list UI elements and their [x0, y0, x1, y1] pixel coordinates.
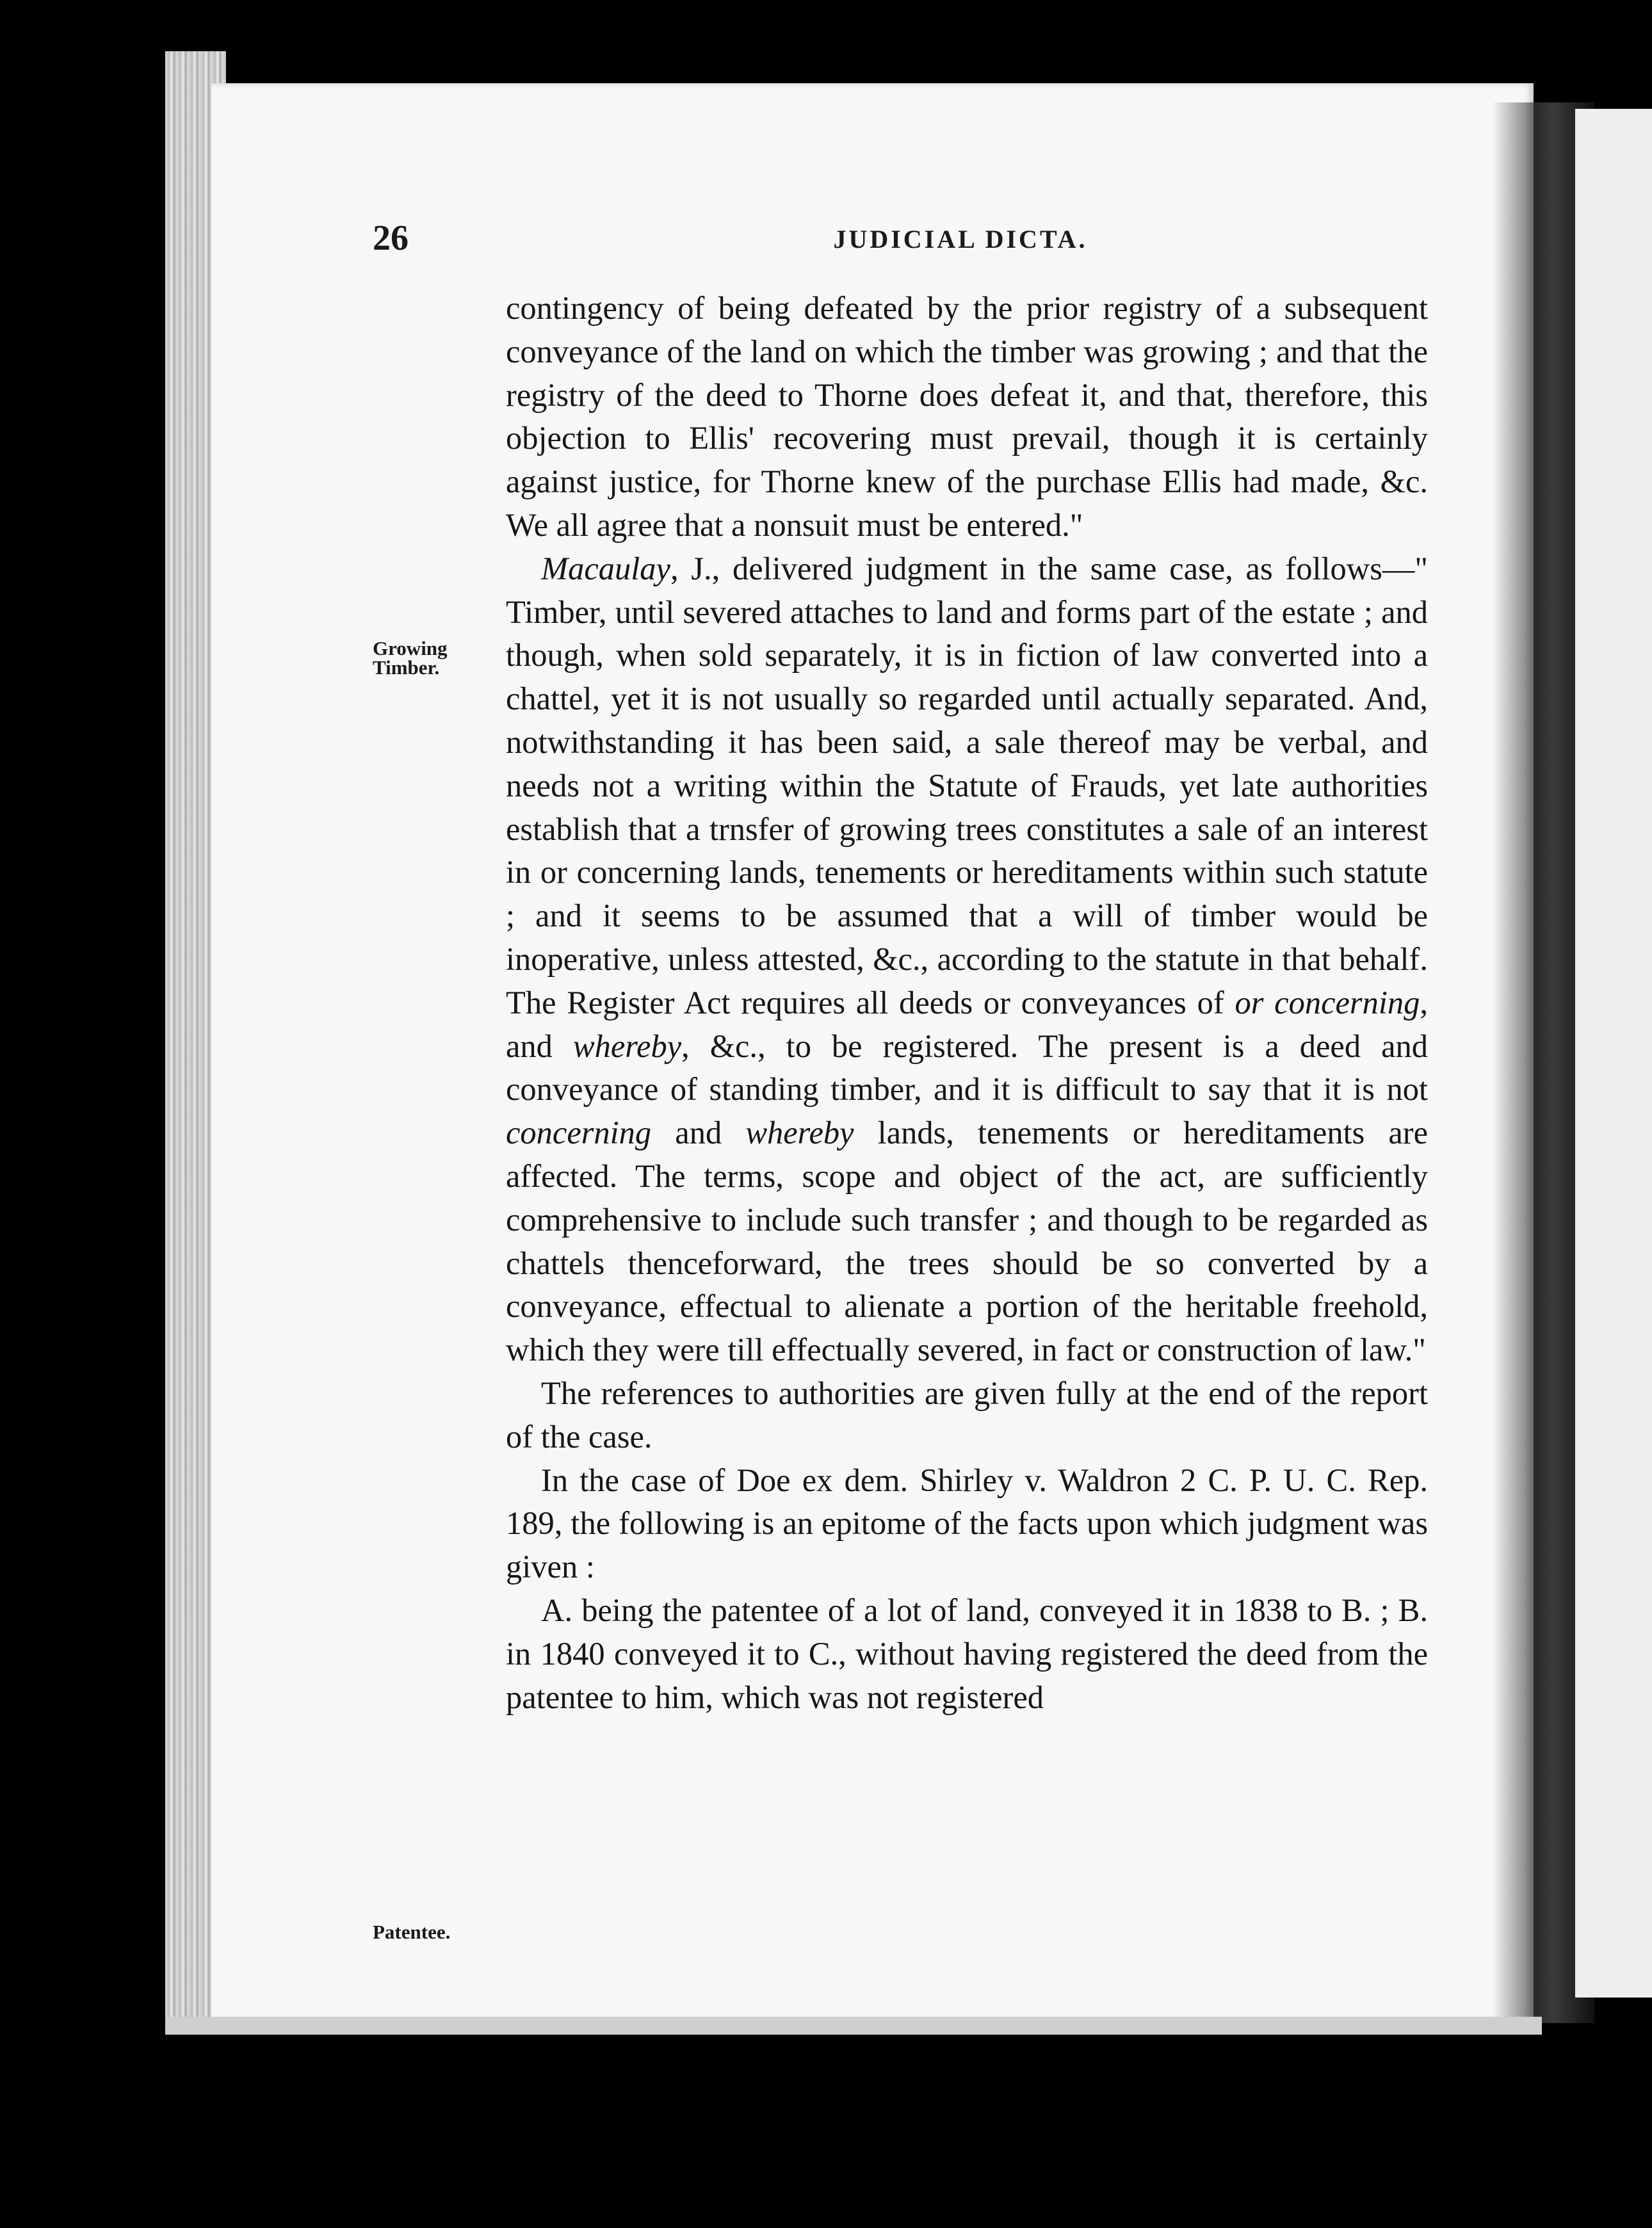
text-run: , and [506, 984, 1428, 1064]
text-run: A. being the patentee of a lot of land, conveyed it in 1838 to B. ; B. in 1840 conveyed it to C., without having registered the deed from the patentee to him, which was not registered [506, 1592, 1428, 1715]
margin-note-line: Timber. [373, 656, 440, 679]
italic-text: whereby [745, 1115, 854, 1151]
margin-note-line: Growing [373, 637, 448, 659]
text-run: lands, tenements or hereditaments are affected. The terms, scope and object of the act, are sufficiently comprehensive to include such transfer ; and though to be regarded as chattels thenceforward, the trees should be so converted by a conveyance, effectual to alienate a portion of the heritable freehold, which they were till effectually severed, in fact or construction of law." [506, 1115, 1429, 1368]
margin-note-growing-timber [373, 639, 448, 677]
text-run: , &c., to be registered. The present is a deed and conveyance of standing timber, and it is difficult to say that it is not [506, 1028, 1428, 1108]
body-text [506, 287, 1428, 1719]
paragraph-continuation [506, 287, 1428, 547]
page-number: 26 [373, 218, 409, 258]
margin-note-patentee: Patentee. [373, 1921, 451, 1943]
paragraph-shirley-waldron [506, 1459, 1428, 1589]
paragraph-patentee-facts [506, 1589, 1428, 1719]
text-run: contingency of being defeated by the prior registry of a subsequent conveyance of the land on which the timber was growing ; and that the registry of the deed to Thorne does defeat it, and that, therefore, this objection to Ellis' recovering must prevail, though it is certainly against justice, for Thorne knew of the purchase Ellis had made, &c. We all agree that a nonsuit must be entered." [506, 290, 1428, 543]
running-title: JUDICIAL DICTA. [833, 225, 1088, 254]
paragraph-macaulay-judgment [506, 547, 1428, 1372]
text-run: The references to authorities are given fully at the end of the report of the case. [506, 1375, 1428, 1455]
italic-text: Macaulay [541, 550, 670, 586]
text-run: and [651, 1115, 746, 1151]
text-run: , J., delivered judgment in the same case, as follows—" Timber, until severed attaches to land and forms part of the estate ; and though, when sold separately, it is in fiction of law converted into a chattel, yet it is not usually so regarded until actually separated. And, notwithstanding it has been said, a sale thereof may be verbal, and needs not a writing within the Statute of Frauds, yet late authorities establish that a trnsfer of growing trees constitutes a sale of an interest in or concerning lands, tenements or hereditaments within such statute ; and it seems to be assumed that a will of timber would be inoperative, unless attested, &c., according to the statute in that behalf. The Register Act requires all deeds or conveyances of [506, 550, 1428, 1021]
page-bottom-edge [165, 2017, 1542, 2035]
italic-text: whereby [572, 1028, 682, 1064]
italic-text: or concerning [1235, 984, 1420, 1021]
italic-text: concerning [506, 1115, 652, 1151]
text-run: In the case of Doe ex dem. Shirley v. Waldron 2 C. P. U. C. Rep. 189, the following is an epitome of the facts upon which judgment was given : [506, 1462, 1428, 1585]
facing-page-edge [1575, 109, 1652, 1998]
paragraph-references [506, 1372, 1428, 1459]
